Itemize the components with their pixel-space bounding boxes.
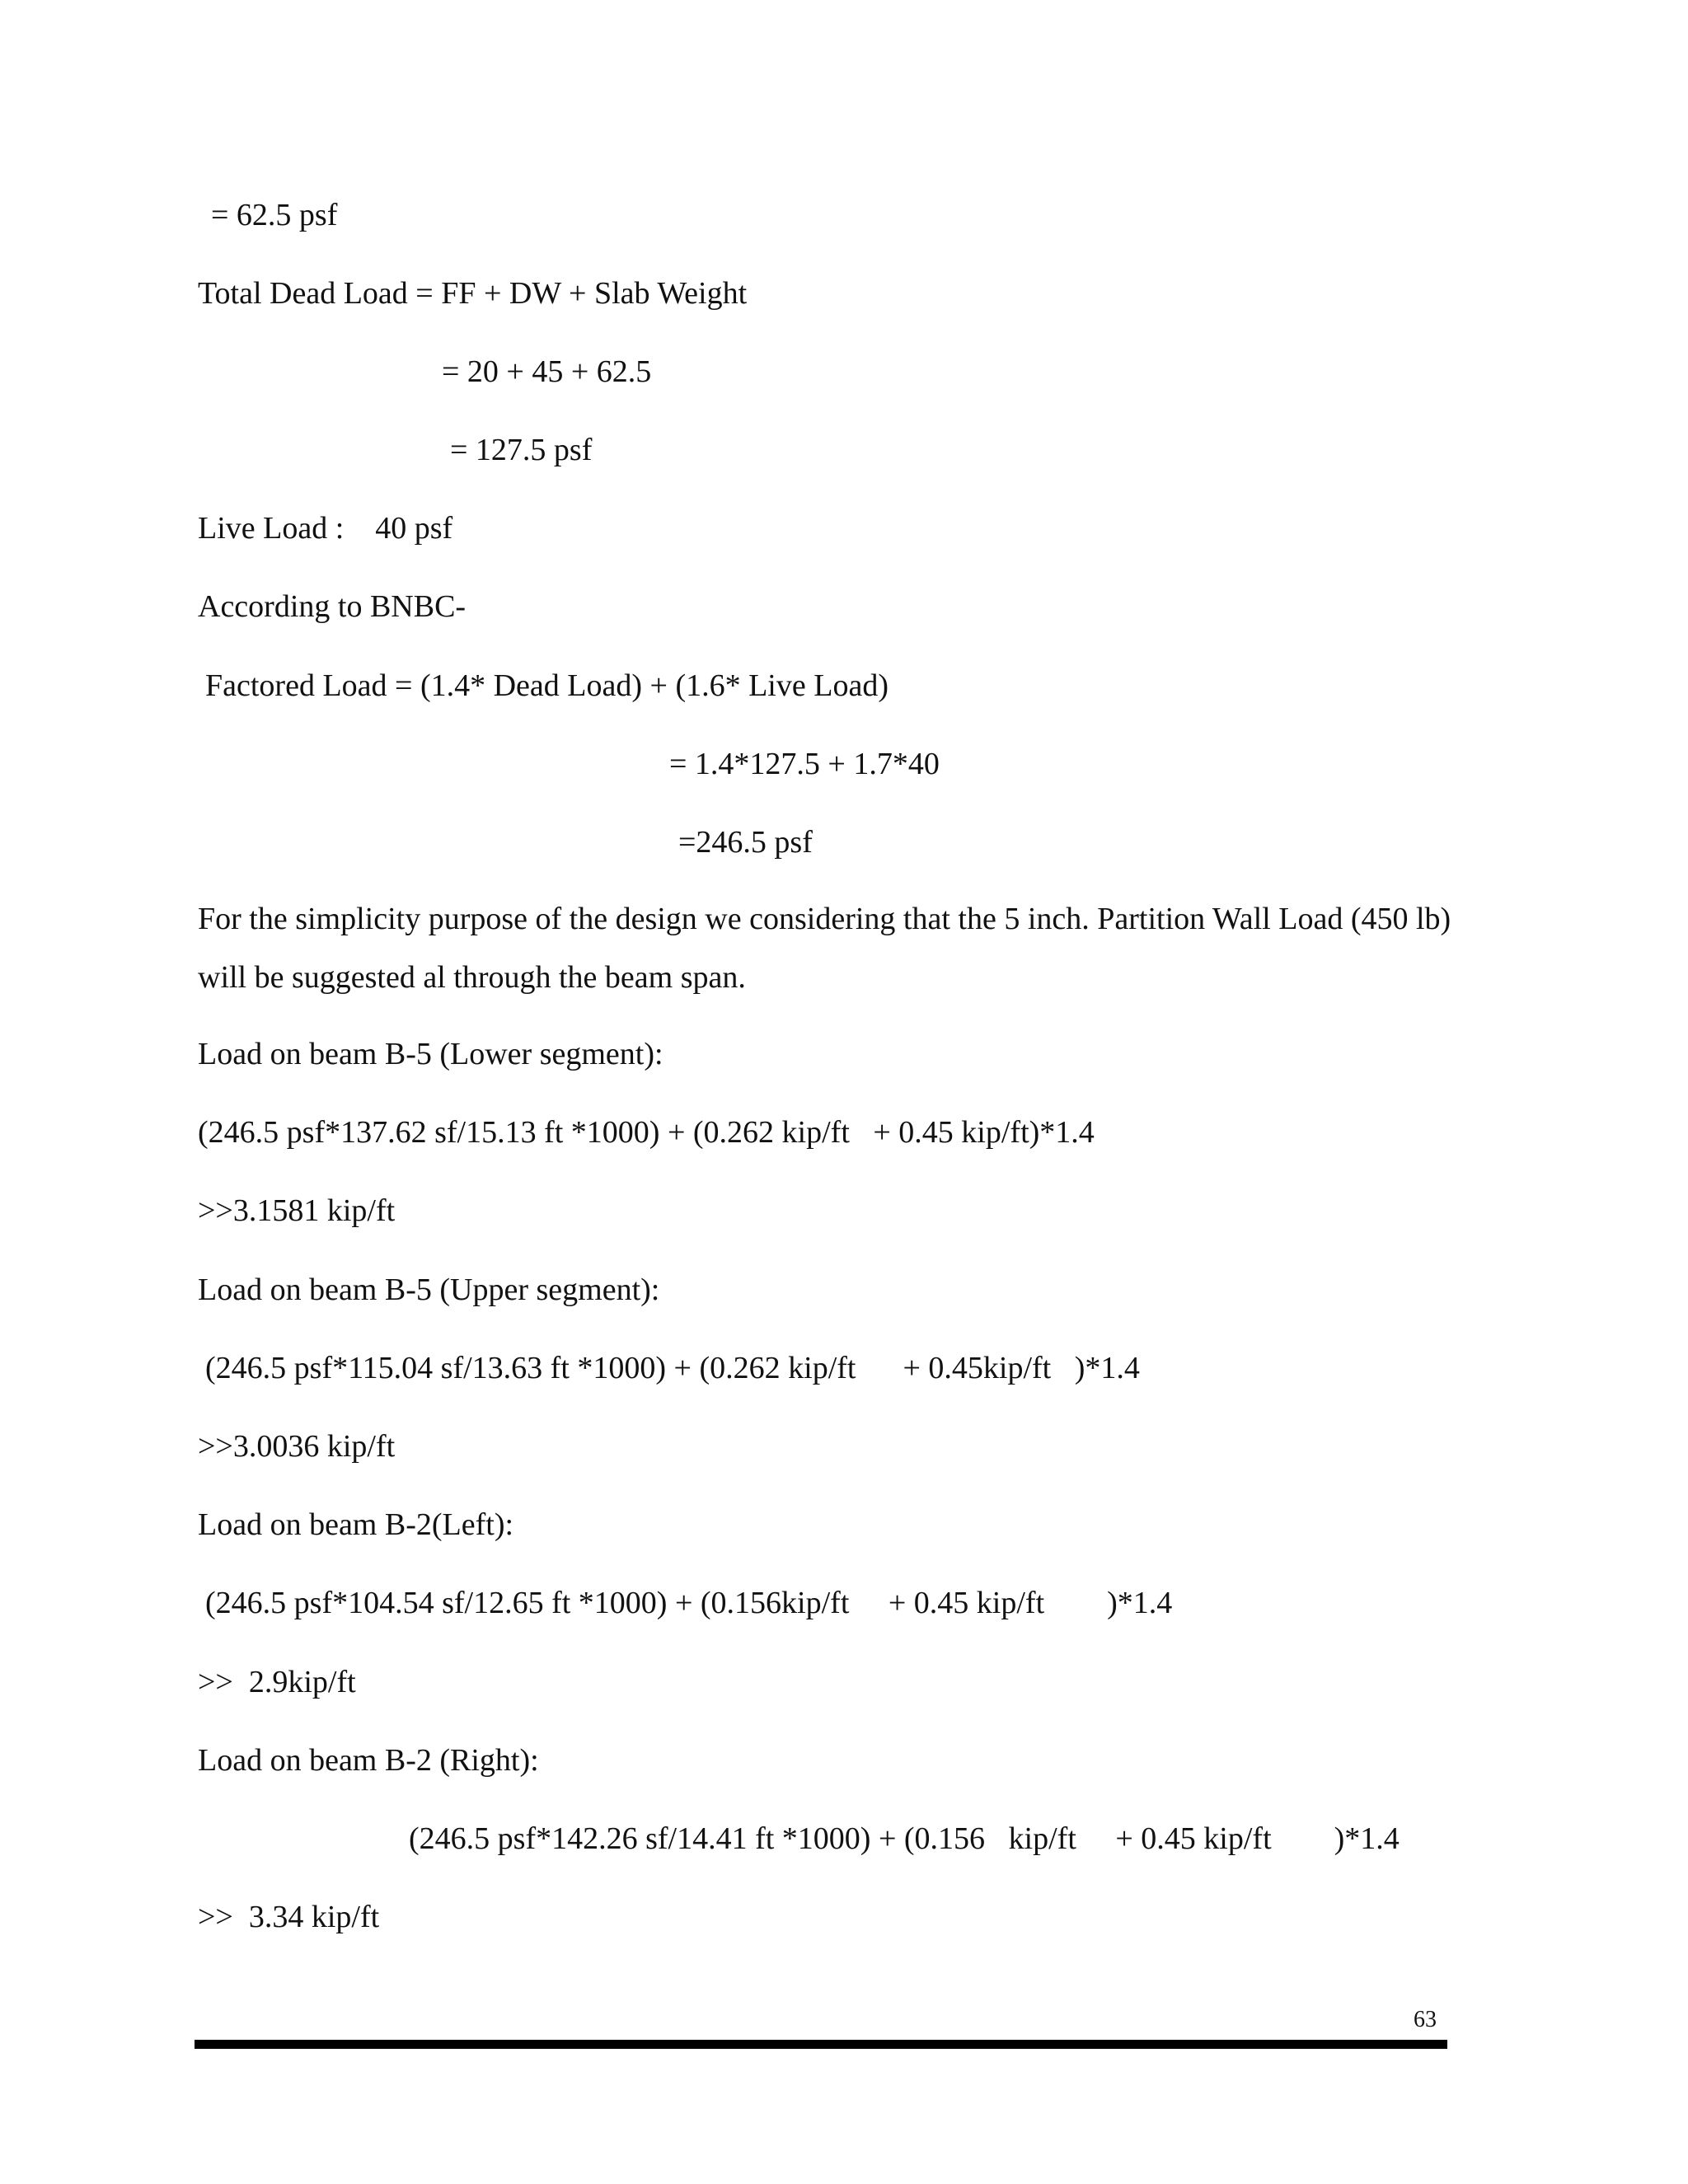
- total-dead-load-substitution: = 20 + 45 + 62.5: [442, 354, 652, 389]
- beam-b5-upper-result: >>3.0036 kip/ft: [198, 1429, 396, 1464]
- beam-b5-lower-calculation: (246.5 psf*137.62 sf/15.13 ft *1000) + (0.262 kip/ft + 0.45 kip/ft)*1.4: [198, 1115, 1095, 1150]
- beam-b2-left-calculation: (246.5 psf*104.54 sf/12.65 ft *1000) + (0.156kip/ft + 0.45 kip/ft )*1.4: [205, 1586, 1173, 1620]
- beam-b2-right-result: >> 3.34 kip/ft: [198, 1900, 380, 1934]
- beam-b5-lower-result: >>3.1581 kip/ft: [198, 1193, 396, 1228]
- beam-b2-right-heading: Load on beam B-2 (Right):: [198, 1743, 539, 1778]
- beam-b2-right-calculation: (246.5 psf*142.26 sf/14.41 ft *1000) + (0.156 kip/ft + 0.45 kip/ft )*1.4: [409, 1821, 1400, 1856]
- factored-load-formula: Factored Load = (1.4* Dead Load) + (1.6* Live Load): [205, 668, 889, 703]
- slab-weight-result: = 62.5 psf: [211, 198, 338, 232]
- beam-b2-left-heading: Load on beam B-2(Left):: [198, 1507, 514, 1542]
- beam-b2-left-result: >> 2.9kip/ft: [198, 1665, 356, 1699]
- live-load: Live Load : 40 psf: [198, 511, 453, 546]
- factored-load-result: =246.5 psf: [678, 825, 813, 860]
- partition-wall-paragraph: For the simplicity purpose of the design we considering that the 5 inch. Partition Wall Load (450 lb) will be suggested al through the beam span.: [198, 902, 1451, 995]
- bnbc-reference: According to BNBC-: [198, 589, 467, 624]
- beam-b5-upper-heading: Load on beam B-5 (Upper segment):: [198, 1272, 660, 1307]
- beam-b5-upper-calculation: (246.5 psf*115.04 sf/13.63 ft *1000) + (0.262 kip/ft + 0.45kip/ft )*1.4: [205, 1351, 1140, 1385]
- beam-b5-lower-heading: Load on beam B-5 (Lower segment):: [198, 1037, 663, 1071]
- factored-load-substitution: = 1.4*127.5 + 1.7*40: [669, 747, 940, 781]
- total-dead-load-formula: Total Dead Load = FF + DW + Slab Weight: [198, 276, 748, 311]
- total-dead-load-result: = 127.5 psf: [450, 433, 593, 467]
- page-number: 63: [1414, 2007, 1437, 2032]
- footer-rule: [195, 2040, 1447, 2049]
